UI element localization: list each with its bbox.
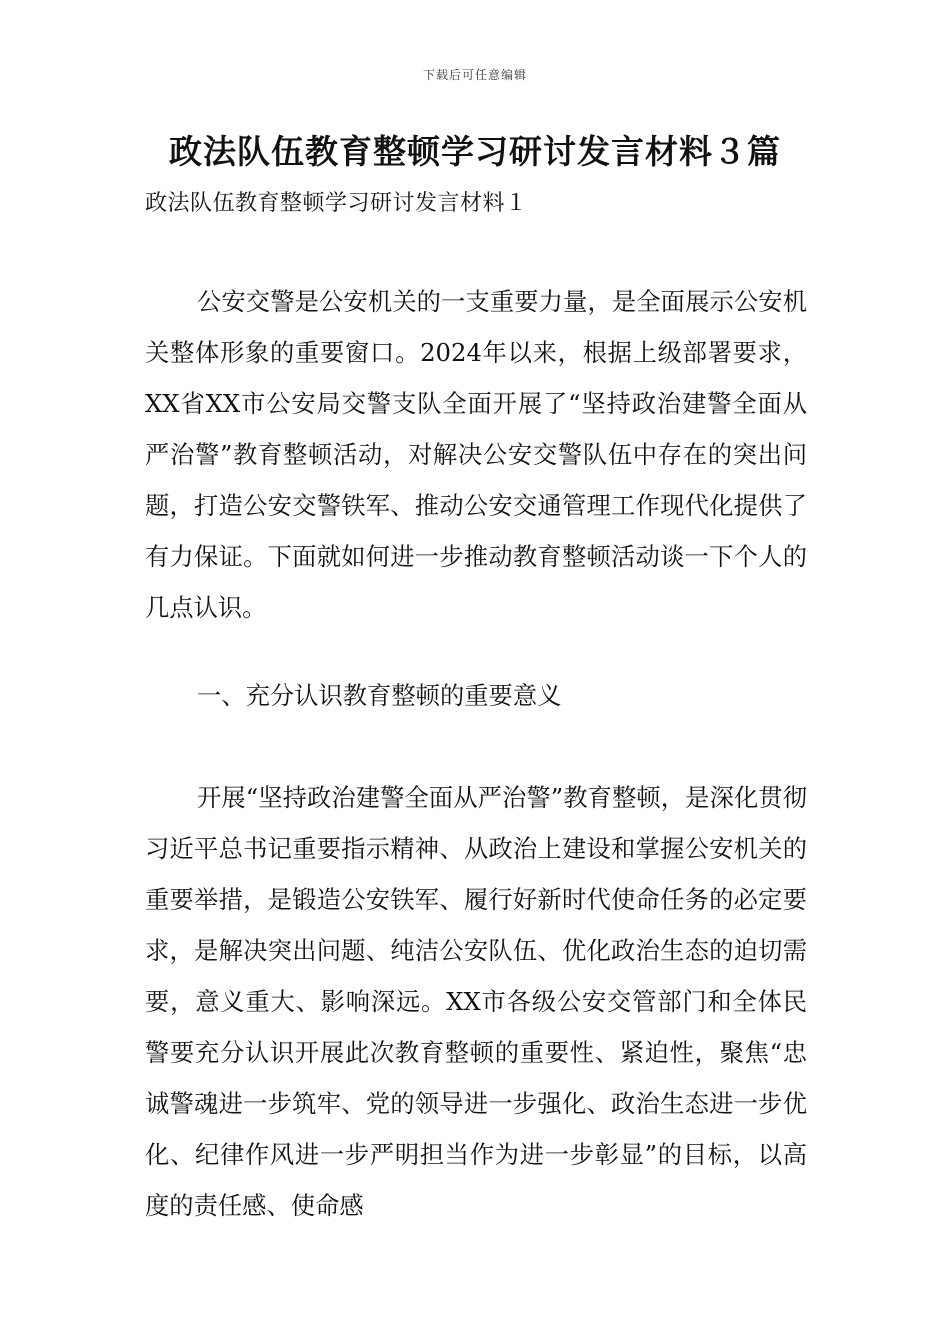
- header-note: 下载后可任意编辑: [422, 68, 527, 82]
- paragraph-significance: [145, 772, 807, 1231]
- paragraph-text: 开展“坚持政治建警全面从严治警”教育整顿，是深化贯彻习近平总书记重要指示精神、从政治上建设和掌握公安机关的重要举措，是锻造公安铁军、履行好新时代使命任务的必定要求，是解决突出问题、纯洁公安队伍、优化政治生态的迫切需要，意义重大、影响深远。XX市各级公安交管部门和全体民警要充分认识开展此次教育整顿的重要性、紧迫性，聚焦“忠诚警魂进一步筑牢、党的领导进一步强化、政治生态进一步优化、纪律作风进一步严明担当作为进一步彰显”的目标，以高度的责任感、使命感: [145, 783, 807, 1220]
- document-subtitle: 政法队伍教育整顿学习研讨发言材料１: [145, 191, 528, 216]
- document-title: 政法队伍教育整顿学习研讨发言材料３篇: [169, 132, 781, 171]
- section-heading: [145, 670, 807, 721]
- section-heading-text: 一、充分认识教育整顿的重要意义: [197, 681, 562, 710]
- paragraph-text: 公安交警是公安机关的一支重要力量，是全面展示公安机关整体形象的重要窗口。2024年以来，根据上级部署要求，XX省XX市公安局交警支队全面开展了“坚持政治建警全面从严治警”教育整顿活动，对解决公安交警队伍中存在的突出问题，打造公安交警铁军、推动公安交通管理工作现代化提供了有力保证。下面就如何进一步推动教育整顿活动谈一下个人的几点认识。: [145, 287, 807, 622]
- paragraph-intro: [145, 276, 807, 633]
